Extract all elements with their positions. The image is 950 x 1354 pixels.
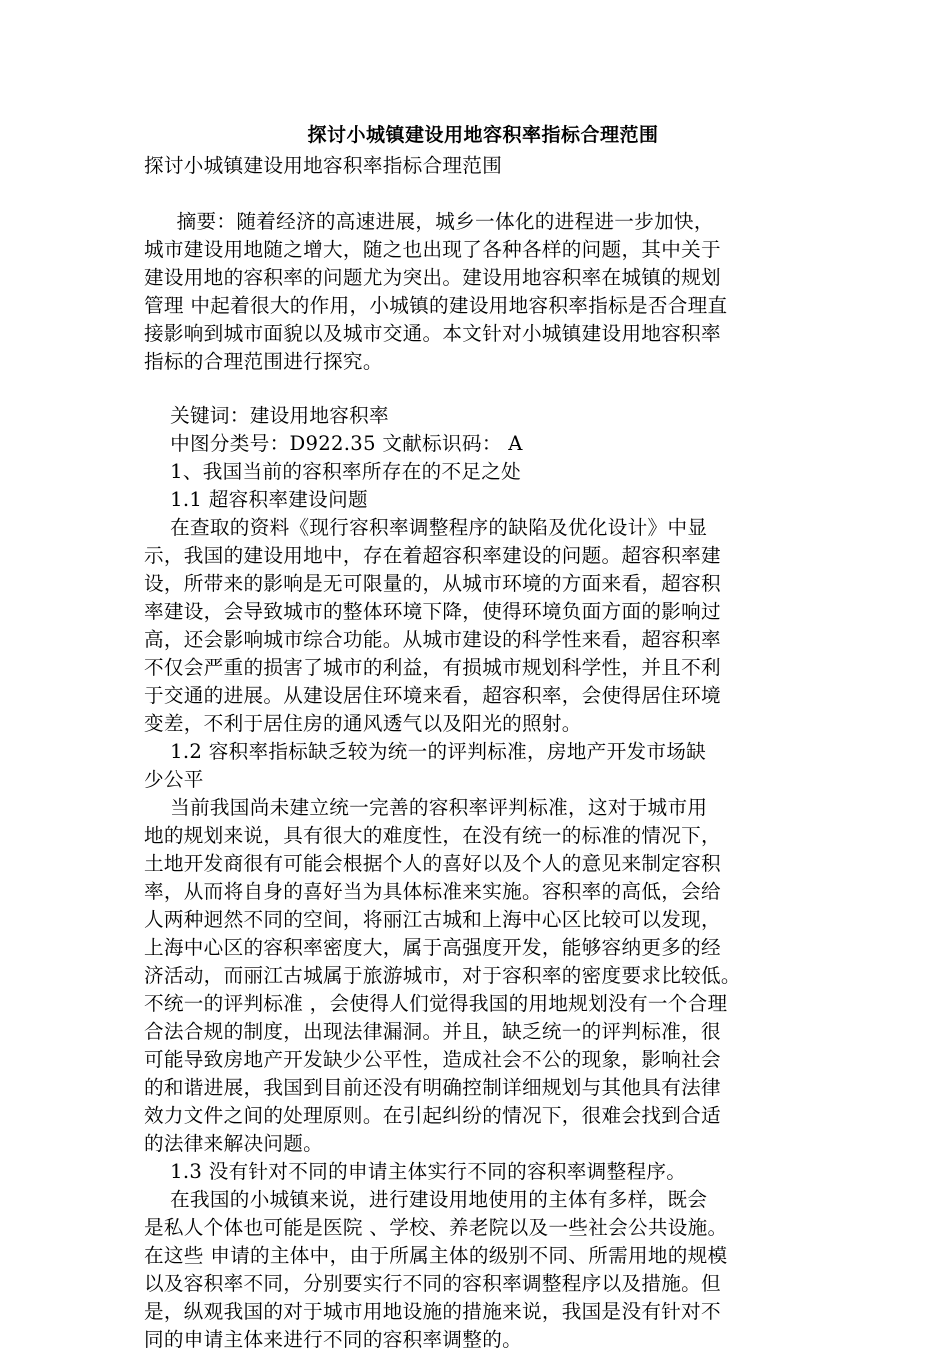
body-line: 效力文件之间的处理原则。在引起纠纷的情况下，很难会找到合适 bbox=[144, 1104, 721, 1127]
section-heading: 1、我国当前的容积率所存在的不足之处 bbox=[144, 460, 522, 483]
body-line: 设，所带来的影响是无可限量的，从城市环境的方面来看，超容积 bbox=[144, 572, 721, 595]
body-line: 济活动，而丽江古城属于旅游城市，对于容积率的密度要求比较低。 bbox=[144, 964, 741, 987]
body-line: 的和谐进展，我国到目前还没有明确控制详细规划与其他具有法律 bbox=[144, 1076, 721, 1099]
body-line: 是私人个体也可能是医院 、学校、养老院以及一些社会公共设施。 bbox=[144, 1216, 728, 1239]
document-title: 探讨小城镇建设用地容积率指标合理范围 bbox=[307, 124, 659, 146]
body-line: 地的规划来说，具有很大的难度性，在没有统一的标准的情况下， bbox=[144, 824, 721, 847]
body-line: 高，还会影响城市综合功能。从城市建设的科学性来看，超容积率 bbox=[144, 628, 721, 651]
body-line: 可能导致房地产开发缺少公平性，造成社会不公的现象，影响社会 bbox=[144, 1048, 721, 1071]
body-line: 以及容积率不同，分别要实行不同的容积率调整程序以及措施。但 bbox=[144, 1272, 721, 1295]
section-gap bbox=[144, 376, 804, 402]
body-line: 的法律来解决问题。 bbox=[144, 1132, 324, 1155]
body-line: 示，我国的建设用地中，存在着超容积率建设的问题。超容积率建 bbox=[144, 544, 721, 567]
subsection-heading: 1.1 超容积率建设问题 bbox=[144, 488, 368, 511]
body-line: 人两种迥然不同的空间，将丽江古城和上海中心区比较可以发现， bbox=[144, 908, 721, 931]
body-line: 合法合规的制度，出现法律漏洞。并且，缺乏统一的评判标准，很 bbox=[144, 1020, 721, 1043]
body-line: 上海中心区的容积率密度大，属于高强度开发，能够容纳更多的经 bbox=[144, 936, 721, 959]
keywords-line: 关键词：建设用地容积率 bbox=[144, 404, 389, 427]
body-line: 同的申请主体来进行不同的容积率调整的。 bbox=[144, 1328, 522, 1351]
document-page bbox=[144, 118, 804, 1354]
abstract-section bbox=[144, 208, 804, 376]
body-line: 当前我国尚未建立统一完善的容积率评判标准，这对于城市用 bbox=[144, 796, 708, 819]
body-line: 是，纵观我国的对于城市用地设施的措施来说，我国是没有针对不 bbox=[144, 1300, 721, 1323]
body-line: 在查取的资料《现行容积率调整程序的缺陷及优化设计》中显 bbox=[144, 516, 708, 539]
body-line: 于交通的进展。从建设居住环境来看，超容积率，会使得居住环境 bbox=[144, 684, 721, 707]
abstract-line: 接影响到城市面貌以及城市交通。本文针对小城镇建设用地容积率 bbox=[144, 322, 721, 345]
subsection-heading: 少公平 bbox=[144, 768, 204, 791]
abstract-line: 管理 中起着很大的作用，小城镇的建设用地容积率指标是否合理直 bbox=[144, 294, 728, 317]
body-line: 变差，不利于居住房的通风透气以及阳光的照射。 bbox=[144, 712, 582, 735]
body-section bbox=[144, 402, 804, 1354]
body-line: 不统一的评判标准 ，会使得人们觉得我国的用地规划没有一个合理 bbox=[144, 992, 728, 1015]
body-line: 在这些 申请的主体中，由于所属主体的级别不同、所需用地的规模 bbox=[144, 1244, 728, 1267]
body-line: 率建设，会导致城市的整体环境下降，使得环境负面方面的影响过 bbox=[144, 600, 721, 623]
body-line: 在我国的小城镇来说，进行建设用地使用的主体有多样，既会 bbox=[144, 1188, 708, 1211]
body-line: 土地开发商很有可能会根据个人的喜好以及个人的意见来制定容积 bbox=[144, 852, 721, 875]
classification-line: 中图分类号：D922.35 文献标识码： A bbox=[144, 432, 523, 455]
abstract-line: 摘要：随着经济的高速进展，城乡一体化的进程进一步加快， bbox=[144, 210, 714, 233]
abstract-line: 建设用地的容积率的问题尤为突出。建设用地容积率在城镇的规划 bbox=[144, 266, 721, 289]
subsection-heading: 1.3 没有针对不同的申请主体实行不同的容积率调整程序。 bbox=[144, 1160, 687, 1183]
body-line: 率，从而将自身的喜好当为具体标准来实施。容积率的高低，会给 bbox=[144, 880, 721, 903]
abstract-line: 指标的合理范围进行探究。 bbox=[144, 350, 383, 373]
document-subtitle: 探讨小城镇建设用地容积率指标合理范围 bbox=[144, 154, 503, 177]
subsection-heading: 1.2 容积率指标缺乏较为统一的评判标准，房地产开发市场缺 bbox=[144, 740, 707, 763]
body-line: 不仅会严重的损害了城市的利益，有损城市规划科学性，并且不利 bbox=[144, 656, 721, 679]
abstract-line: 城市建设用地随之增大，随之也出现了各种各样的问题，其中关于 bbox=[144, 238, 721, 261]
